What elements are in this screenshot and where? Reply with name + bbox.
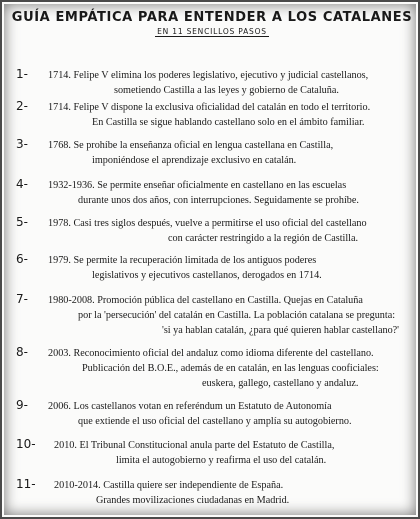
item-line: imponiéndose el aprendizaje exclusivo en catalán. <box>92 155 297 166</box>
item-line: 2003. Reconocimiento oficial del andaluz como idioma diferente del castellano. <box>48 348 374 359</box>
item-line: con carácter restringido a la región de Castilla. <box>168 233 359 244</box>
item-number: 11- <box>16 477 36 491</box>
item-text <box>48 346 408 391</box>
item-line: 1932-1936. Se permite enseñar oficialmente en castellano en las escuelas <box>48 180 347 191</box>
item-text <box>54 478 414 508</box>
item-text <box>48 100 408 130</box>
page-title: GUÍA EMPÁTICA PARA ENTENDER A LOS CATALANES <box>11 10 413 25</box>
item-line: 1714. Felipe V dispone la exclusiva oficialidad del catalán en todo el territorio. <box>48 102 371 113</box>
item-line: sometiendo Castilla a las leyes y gobierno de Cataluña. <box>114 85 339 96</box>
item-text <box>54 438 414 468</box>
item-line: Grandes movilizaciones ciudadanas en Madrid. <box>96 495 290 506</box>
item-number: 2- <box>16 99 28 113</box>
item-number: 3- <box>16 137 28 151</box>
item-line: 1980-2008. Promoción pública del castellano en Castilla. Quejas en Cataluña <box>48 295 363 306</box>
item-text <box>48 216 408 246</box>
item-number: 6- <box>16 252 28 266</box>
item-line: durante unos dos años, con interrupciones. Seguidamente se prohíbe. <box>78 195 359 206</box>
item-line: 'si ya hablan catalán, ¿para qué quieren hablar castellano?' <box>162 325 400 336</box>
item-number: 7- <box>16 292 28 306</box>
item-text <box>48 178 408 208</box>
item-line: 1714. Felipe V elimina los poderes legislativo, ejecutivo y judicial castellanos, <box>48 70 369 81</box>
item-line: 1978. Casi tres siglos después, vuelve a permitirse el uso oficial del castellano <box>48 218 367 229</box>
item-number: 10- <box>16 437 36 451</box>
item-number: 1- <box>16 67 28 81</box>
item-line: 2010-2014. Castilla quiere ser independiente de España. <box>54 480 284 491</box>
item-line: limita el autogobierno y reafirma el uso del catalán. <box>116 455 327 466</box>
item-line: legislativos y ejecutivos castellanos, derogados en 1714. <box>92 270 322 281</box>
item-text <box>48 253 408 283</box>
item-number: 4- <box>16 177 28 191</box>
page-subtitle <box>2 27 420 36</box>
item-line: 1768. Se prohíbe la enseñanza oficial en lengua castellana en Castilla, <box>48 140 334 151</box>
item-line: Publicación del B.O.E., además de en catalán, en las lenguas cooficiales: <box>82 363 379 374</box>
item-text <box>48 138 408 168</box>
item-number: 5- <box>16 215 28 229</box>
item-line: 2010. El Tribunal Constitucional anula parte del Estatuto de Castilla, <box>54 440 335 451</box>
item-text <box>48 68 408 98</box>
item-line: En Castilla se sigue hablando castellano solo en el ámbito familiar. <box>92 117 365 128</box>
item-text <box>48 399 408 429</box>
item-line: por la 'persecución' del catalán en Castilla. La población catalana se pregunta: <box>78 310 396 321</box>
item-line: 2006. Los castellanos votan en referéndum un Estatuto de Autonomía <box>48 401 332 412</box>
item-text <box>48 293 408 338</box>
subtitle-text: EN 11 SENCILLOS PASOS <box>157 27 267 36</box>
item-line: que extiende el uso oficial del castellano y amplía su autogobierno. <box>78 416 352 427</box>
item-line: 1979. Se permite la recuperación limitada de los antiguos poderes <box>48 255 317 266</box>
item-number: 8- <box>16 345 28 359</box>
item-line: euskera, gallego, castellano y andaluz. <box>202 378 359 389</box>
item-number: 9- <box>16 398 28 412</box>
